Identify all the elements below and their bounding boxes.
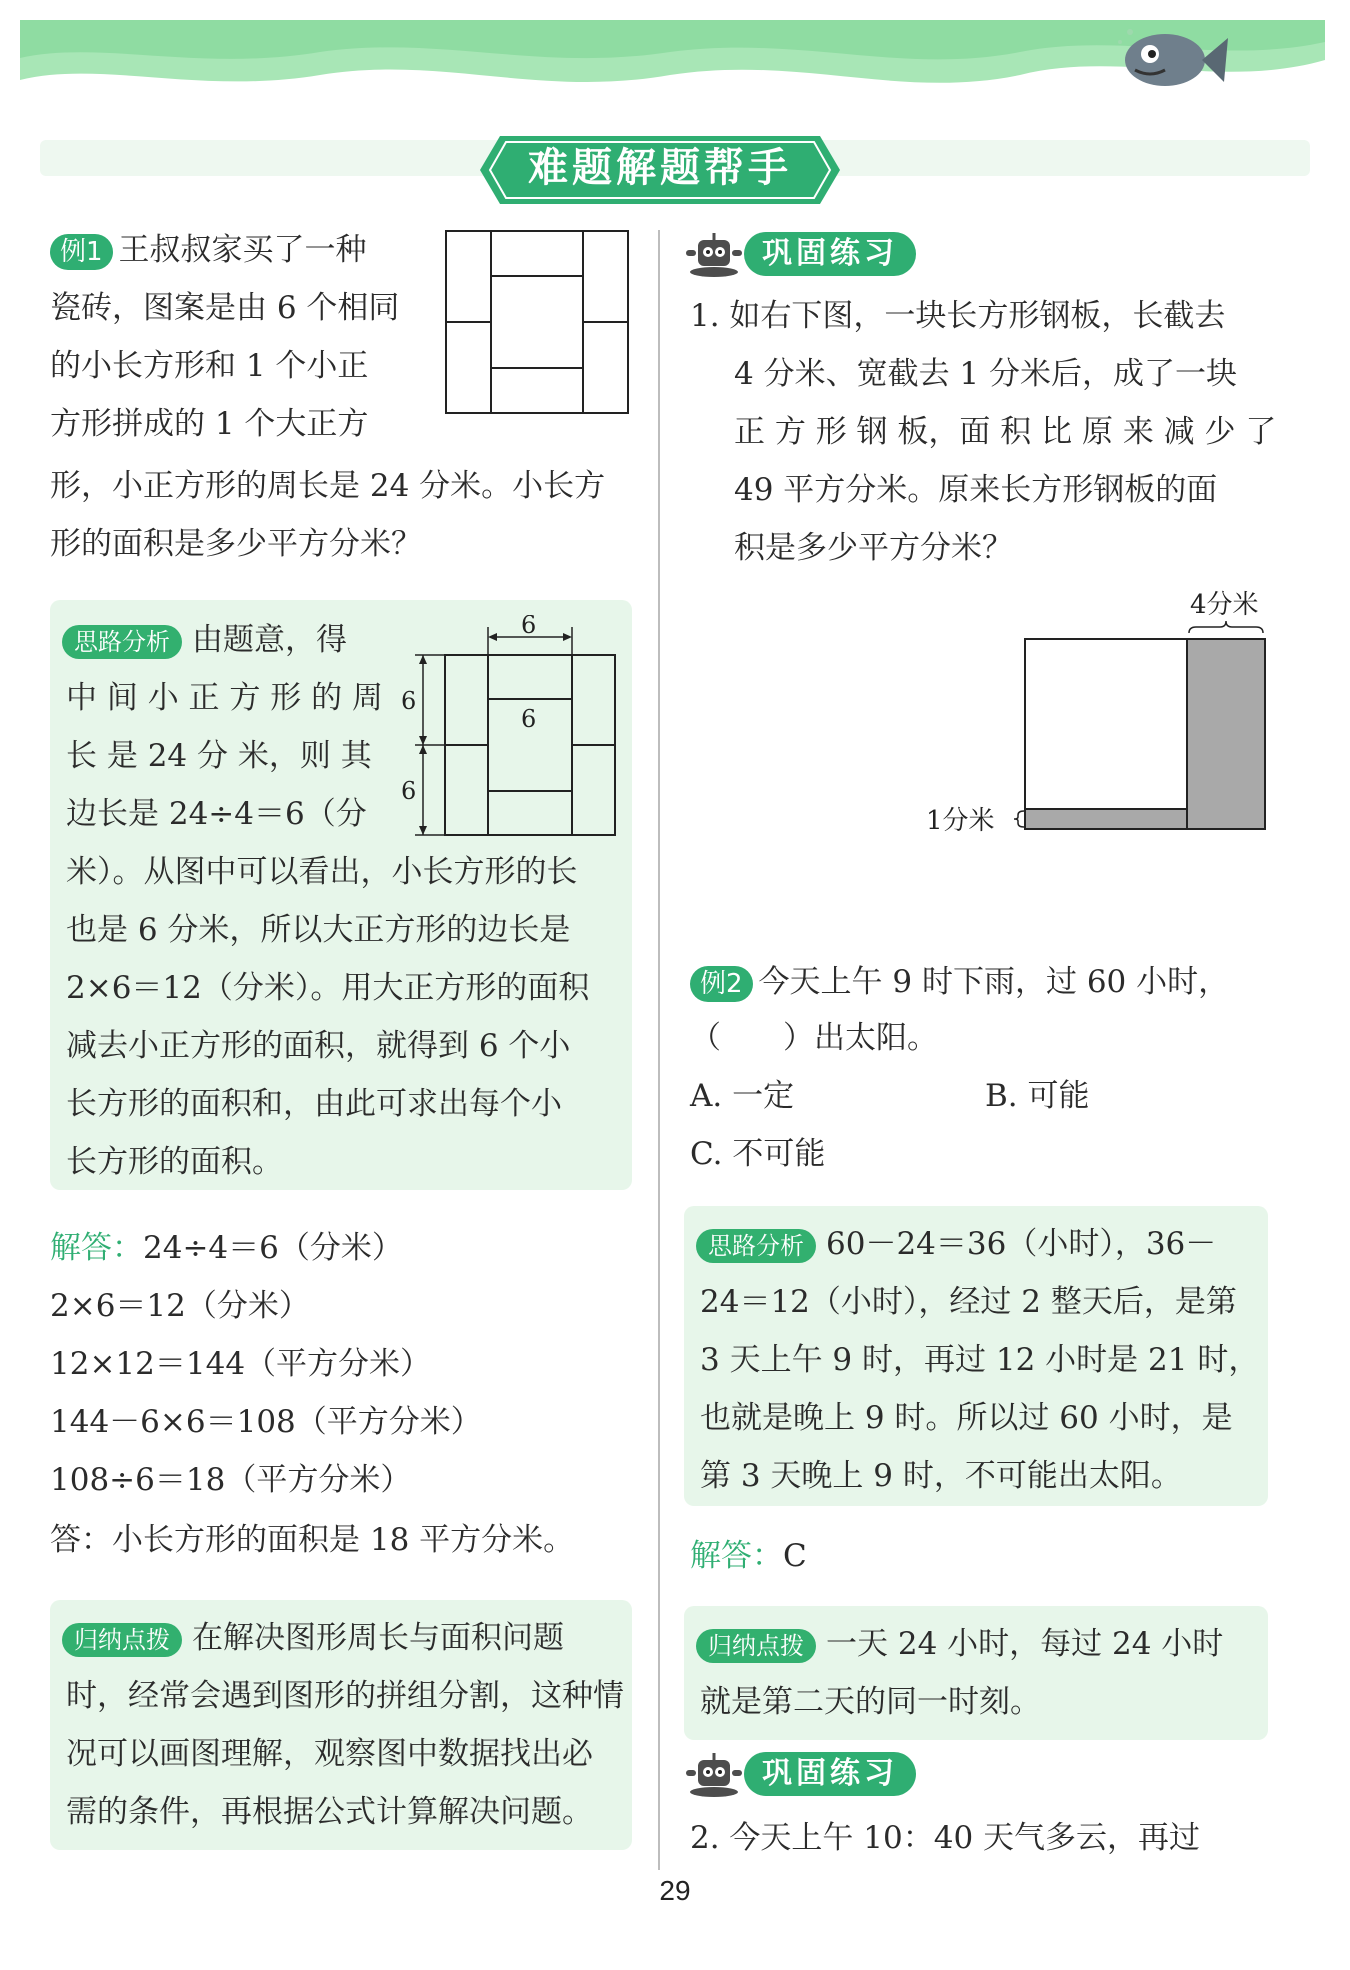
analysis1-line-8: 减去小正方形的面积，就得到 6 个小 — [66, 1028, 571, 1064]
summary1-line-1: 归纳点拨 在解决图形周长与面积问题 — [62, 1618, 564, 1658]
answer1-line-3: 12×12＝144（平方分米） — [50, 1346, 432, 1382]
answer1-label: 解答： — [50, 1230, 143, 1266]
analysis2-line-5: 第 3 天晚上 9 时，不可能出太阳。 — [700, 1458, 1182, 1494]
example2-line-1: 例2 今天上午 9 时下雨，过 60 小时， — [690, 962, 1229, 1002]
example2-line-2: （ ）出太阳。 — [690, 1020, 938, 1056]
example1-line-6: 形的面积是多少平方分米？ — [50, 526, 422, 562]
practice1-heading: 巩固练习 — [744, 232, 916, 276]
example1-line-5: 形，小正方形的周长是 24 分米。小长方 — [50, 468, 606, 504]
practice1-line-1: 1. 如右下图，一块长方形钢板，长截去 — [690, 298, 1226, 334]
plate-left-label: 1分米 — [926, 806, 995, 835]
analysis1-line-9: 长方形的面积和，由此可求出每个小 — [66, 1086, 562, 1122]
practice1-line-3: 正 方 形 钢 板，面 积 比 原 来 减 少 了 — [734, 414, 1277, 450]
analysis1-line-7: 2×6＝12（分米）。用大正方形的面积 — [66, 970, 590, 1006]
summary1-line-2: 时，经常会遇到图形的拼组分割，这种情 — [66, 1678, 624, 1714]
robot-mascot-icon — [684, 232, 744, 278]
analysis1-badge: 思路分析 — [62, 625, 182, 659]
example1-line-3: 的小长方形和 1 个小正 — [50, 348, 369, 384]
example2-badge: 例2 — [690, 966, 753, 1002]
answer1-line-4: 144－6×6＝108（平方分米） — [50, 1404, 482, 1440]
analysis2-line-4: 也就是晚上 9 时。所以过 60 小时，是 — [700, 1400, 1233, 1436]
analysis2-line-1: 思路分析 60－24＝36（小时），36－ — [696, 1224, 1216, 1264]
answer1-line-5: 108÷6＝18（平方分米） — [50, 1462, 412, 1498]
analysis1-line-10: 长方形的面积。 — [66, 1144, 283, 1180]
dim-inner-label: 6 — [521, 705, 537, 733]
answer2-value: C — [783, 1538, 807, 1574]
practice2-line-1: 2. 今天上午 10：40 天气多云，再过 — [690, 1820, 1201, 1856]
dim-left-upper-label: 6 — [401, 687, 417, 715]
summary1-line-4: 需的条件，再根据公式计算解决问题。 — [66, 1794, 593, 1830]
robot-mascot-icon — [684, 1752, 744, 1798]
example1-badge: 例1 — [50, 234, 113, 270]
practice1-line-4: 49 平方分米。原来长方形钢板的面 — [734, 472, 1218, 508]
steel-plate-diagram — [920, 585, 1270, 835]
analysis1-line-5: 米）。从图中可以看出，小长方形的长 — [66, 854, 578, 890]
analysis2-line-3: 3 天上午 9 时，再过 12 小时是 21 时， — [700, 1342, 1260, 1378]
page-title: 难题解题帮手 — [528, 145, 792, 191]
analysis1-line-4: 边长是 24÷4＝6（分 — [66, 796, 367, 832]
answer1-line-6: 答：小长方形的面积是 18 平方分米。 — [50, 1522, 575, 1558]
answer2-label: 解答： — [690, 1538, 783, 1574]
dim-top-label: 6 — [521, 615, 537, 639]
analysis1-line-1: 思路分析 由题意，得 — [62, 620, 347, 660]
tile-pattern-diagram — [445, 230, 630, 415]
analysis-dimension-diagram — [395, 615, 620, 845]
answer1-line-1: 解答：24÷4＝6（分米） — [50, 1230, 403, 1266]
practice1-line-5: 积是多少平方分米？ — [734, 530, 1013, 566]
analysis1-line-6: 也是 6 分米，所以大正方形的边长是 — [66, 912, 571, 948]
column-divider — [658, 230, 660, 1870]
summary1-line-3: 况可以画图理解，观察图中数据找出必 — [66, 1736, 593, 1772]
summary2-line-1: 归纳点拨 一天 24 小时，每过 24 小时 — [696, 1624, 1223, 1664]
example2-option-b: B. 可能 — [985, 1078, 1090, 1114]
example1-line-2: 瓷砖，图案是由 6 个相同 — [50, 290, 400, 326]
practice1-line-2: 4 分米、宽截去 1 分米后，成了一块 — [734, 356, 1238, 392]
fish-mascot-icon — [1110, 20, 1230, 100]
practice2-heading: 巩固练习 — [744, 1752, 916, 1796]
summary2-badge: 归纳点拨 — [696, 1629, 816, 1663]
analysis2-badge: 思路分析 — [696, 1229, 816, 1263]
analysis2-line-2: 24＝12（小时），经过 2 整天后，是第 — [700, 1284, 1237, 1320]
example2-option-a: A. 一定 — [690, 1078, 795, 1114]
example1-line-4: 方形拼成的 1 个大正方 — [50, 406, 369, 442]
dim-left-lower-label: 6 — [401, 777, 417, 805]
analysis1-line-2: 中 间 小 正 方 形 的 周 — [66, 680, 383, 716]
page-number: 29 — [659, 1875, 691, 1906]
plate-top-label: 4分米 — [1190, 590, 1259, 620]
example1-line-1: 例1 王叔叔家买了一种 — [50, 230, 367, 270]
analysis1-line-3: 长 是 24 分 米，则 其 — [66, 738, 372, 774]
example2-option-c: C. 不可能 — [690, 1136, 826, 1172]
answer1-line-2: 2×6＝12（分米） — [50, 1288, 310, 1324]
summary2-line-2: 就是第二天的同一时刻。 — [700, 1684, 1041, 1720]
summary1-badge: 归纳点拨 — [62, 1623, 182, 1657]
answer2-line — [690, 1536, 807, 1576]
